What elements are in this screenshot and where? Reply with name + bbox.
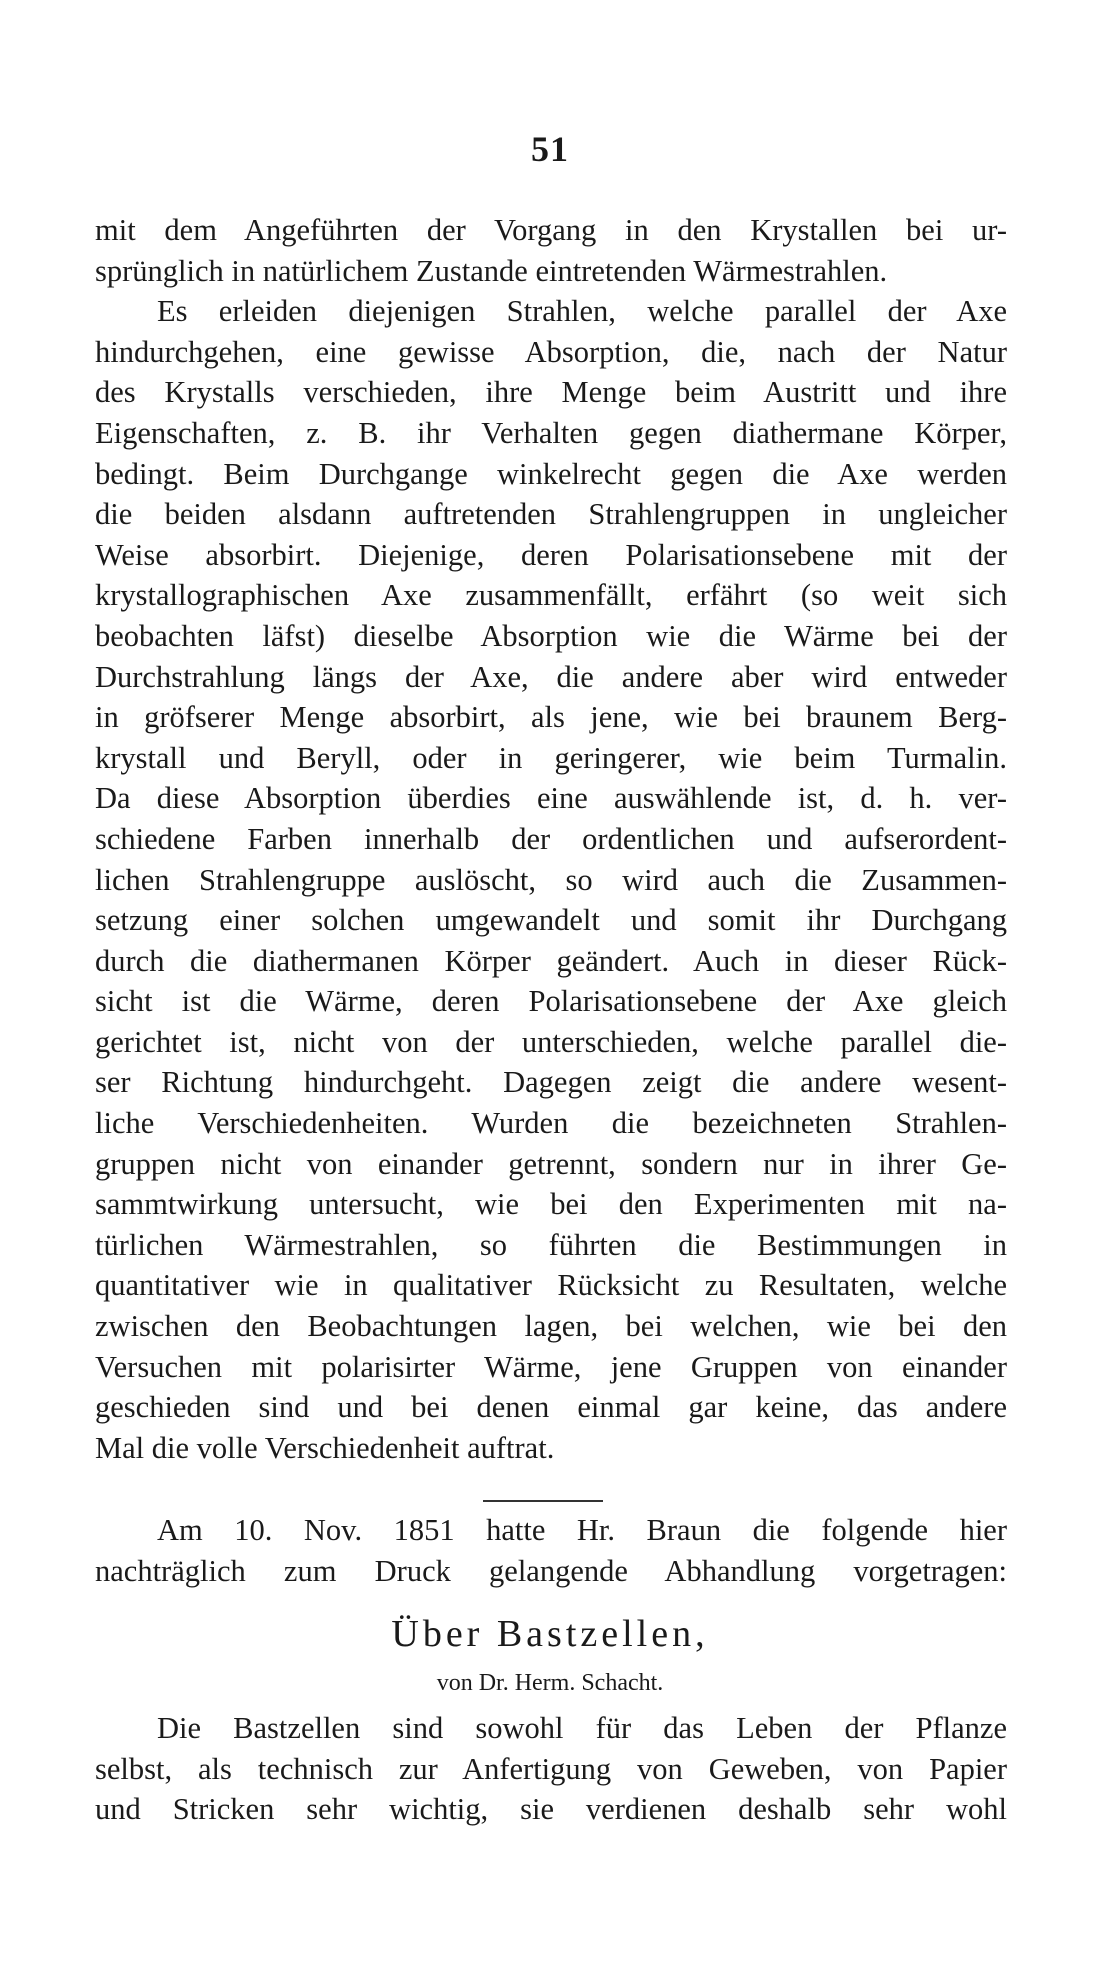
text-line: des Krystalls verschieden, ihre Menge beim Austritt und ihre [95, 375, 1007, 410]
text-line: in gröfserer Menge absorbirt, als jene, wie bei braunem Berg- [95, 700, 1007, 735]
text-line: die beiden alsdann auftretenden Strahlengruppen in ungleicher [95, 497, 1007, 532]
text-line: beobachten läfst) dieselbe Absorption wie die Wärme bei der [95, 618, 1007, 653]
text-line: nachträglich zum Druck gelangende Abhandlung vorgetragen: [95, 1553, 1007, 1588]
text-line: gruppen nicht von einander getrennt, sondern nur in ihrer Ge- [95, 1146, 1007, 1181]
text-line: Versuchen mit polarisirter Wärme, jene Gruppen von einander [95, 1349, 1007, 1384]
text-line: geschieden sind und bei denen einmal gar keine, das andere [95, 1390, 1007, 1425]
text-line: Da diese Absorption überdies eine auswählende ist, d. h. ver- [95, 781, 1007, 816]
text-line: Es erleiden diejenigen Strahlen, welche parallel der Axe [157, 294, 1007, 329]
text-line: hindurchgehen, eine gewisse Absorption, die, nach der Natur [95, 334, 1007, 369]
section-divider [483, 1500, 603, 1502]
announcement-text [95, 1510, 1007, 1591]
text-line: und Stricken sehr wichtig, sie verdienen deshalb sehr wohl [95, 1792, 1007, 1827]
page-number: 51 [531, 129, 569, 169]
text-line: krystallographischen Axe zusammenfällt, erfährt (so weit sich [95, 578, 1007, 613]
text-line: türlichen Wärmestrahlen, so führten die Bestimmungen in [95, 1227, 1007, 1262]
text-line: schiedene Farben innerhalb der ordentlichen und aufserordent- [95, 821, 1007, 856]
text-line: Am 10. Nov. 1851 hatte Hr. Braun die folgende hier [157, 1513, 1007, 1547]
text-line: zwischen den Beobachtungen lagen, bei welchen, wie bei den [95, 1309, 1007, 1344]
article-text [95, 1708, 1007, 1830]
text-line: Weise absorbirt. Diejenige, deren Polarisationsebene mit der [95, 537, 1007, 572]
text-line: sammtwirkung untersucht, wie bei den Experimenten mit na- [95, 1187, 1007, 1222]
text-line: sprünglich in natürlichem Zustande eintretenden Wärmestrahlen. [95, 253, 888, 288]
text-line: Die Bastzellen sind sowohl für das Leben der Pflanze [157, 1711, 1007, 1745]
text-line: mit dem Angeführten der Vorgang in den Krystallen bei ur- [95, 213, 1007, 247]
article-title: Über Bastzellen, [391, 1613, 709, 1655]
text-line: bedingt. Beim Durchgange winkelrecht gegen die Axe werden [95, 456, 1007, 491]
text-line: ser Richtung hindurchgeht. Dagegen zeigt die andere wesent- [95, 1065, 1007, 1100]
text-line: gerichtet ist, nicht von der unterschieden, welche parallel die- [95, 1024, 1007, 1059]
text-line: Durchstrahlung längs der Axe, die andere aber wird entweder [95, 659, 1007, 694]
body-text [95, 210, 1007, 1468]
text-line: Mal die volle Verschiedenheit auftrat. [95, 1430, 555, 1465]
text-line: krystall und Beryll, oder in geringerer, wie beim Turmalin. [95, 740, 1007, 775]
text-line: selbst, als technisch zur Anfertigung von Geweben, von Papier [95, 1751, 1007, 1786]
text-line: setzung einer solchen umgewandelt und somit ihr Durchgang [95, 903, 1007, 938]
text-line: liche Verschiedenheiten. Wurden die bezeichneten Strahlen- [95, 1106, 1007, 1141]
text-line: lichen Strahlengruppe auslöscht, so wird auch die Zusammen- [95, 862, 1007, 897]
text-line: Eigenschaften, z. B. ihr Verhalten gegen diathermane Körper, [95, 415, 1007, 450]
text-line: quantitativer wie in qualitativer Rücksicht zu Resultaten, welche [95, 1268, 1007, 1303]
text-line: durch die diathermanen Körper geändert. Auch in dieser Rück- [95, 943, 1007, 978]
article-byline: von Dr. Herm. Schacht. [436, 1670, 664, 1696]
text-line: sicht ist die Wärme, deren Polarisationsebene der Axe gleich [95, 984, 1007, 1019]
